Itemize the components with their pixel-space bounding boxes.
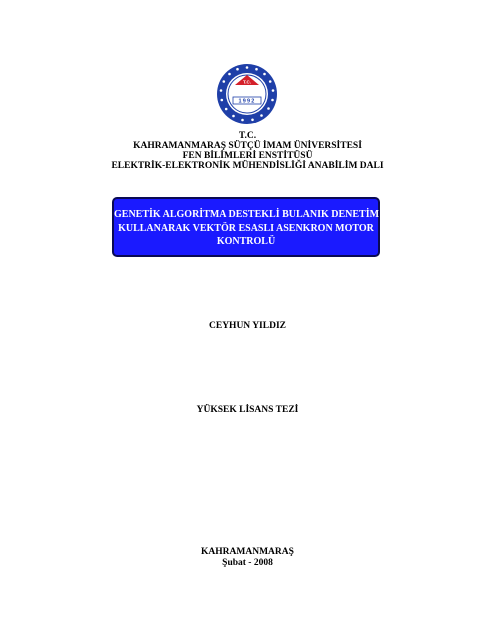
thesis-title-line-2: KULLANARAK VEKTÖR ESASLI ASENKRON MOTOR [118, 222, 374, 234]
university-seal-icon [216, 63, 278, 125]
thesis-title-box [112, 197, 380, 257]
footer-city: KAHRAMANMARAŞ [201, 547, 294, 557]
seal-top-text: T.C. [242, 79, 252, 85]
thesis-type: YÜKSEK LİSANS TEZİ [196, 405, 299, 415]
thesis-title-line-3: KONTROLÜ [216, 236, 276, 247]
header-university: KAHRAMANMARAŞ SÜTÇÜ İMAM ÜNİVERSİTESİ [133, 141, 362, 151]
thesis-title-line-1: GENETİK ALGORİTMA DESTEKLİ BULANIK DENETİM [114, 209, 380, 220]
author-name: CEYHUN YILDIZ [209, 321, 286, 331]
footer-date: Şubat - 2008 [222, 558, 273, 568]
header-department: ELEKTRİK-ELEKTRONİK MÜHENDİSLİĞİ ANABİLİM DALI [111, 161, 384, 171]
header-institute: FEN BİLİMLERİ ENSTİTÜSÜ [182, 151, 313, 161]
seal-year: 1992 [238, 98, 256, 105]
header-tc: T.C. [238, 131, 257, 141]
